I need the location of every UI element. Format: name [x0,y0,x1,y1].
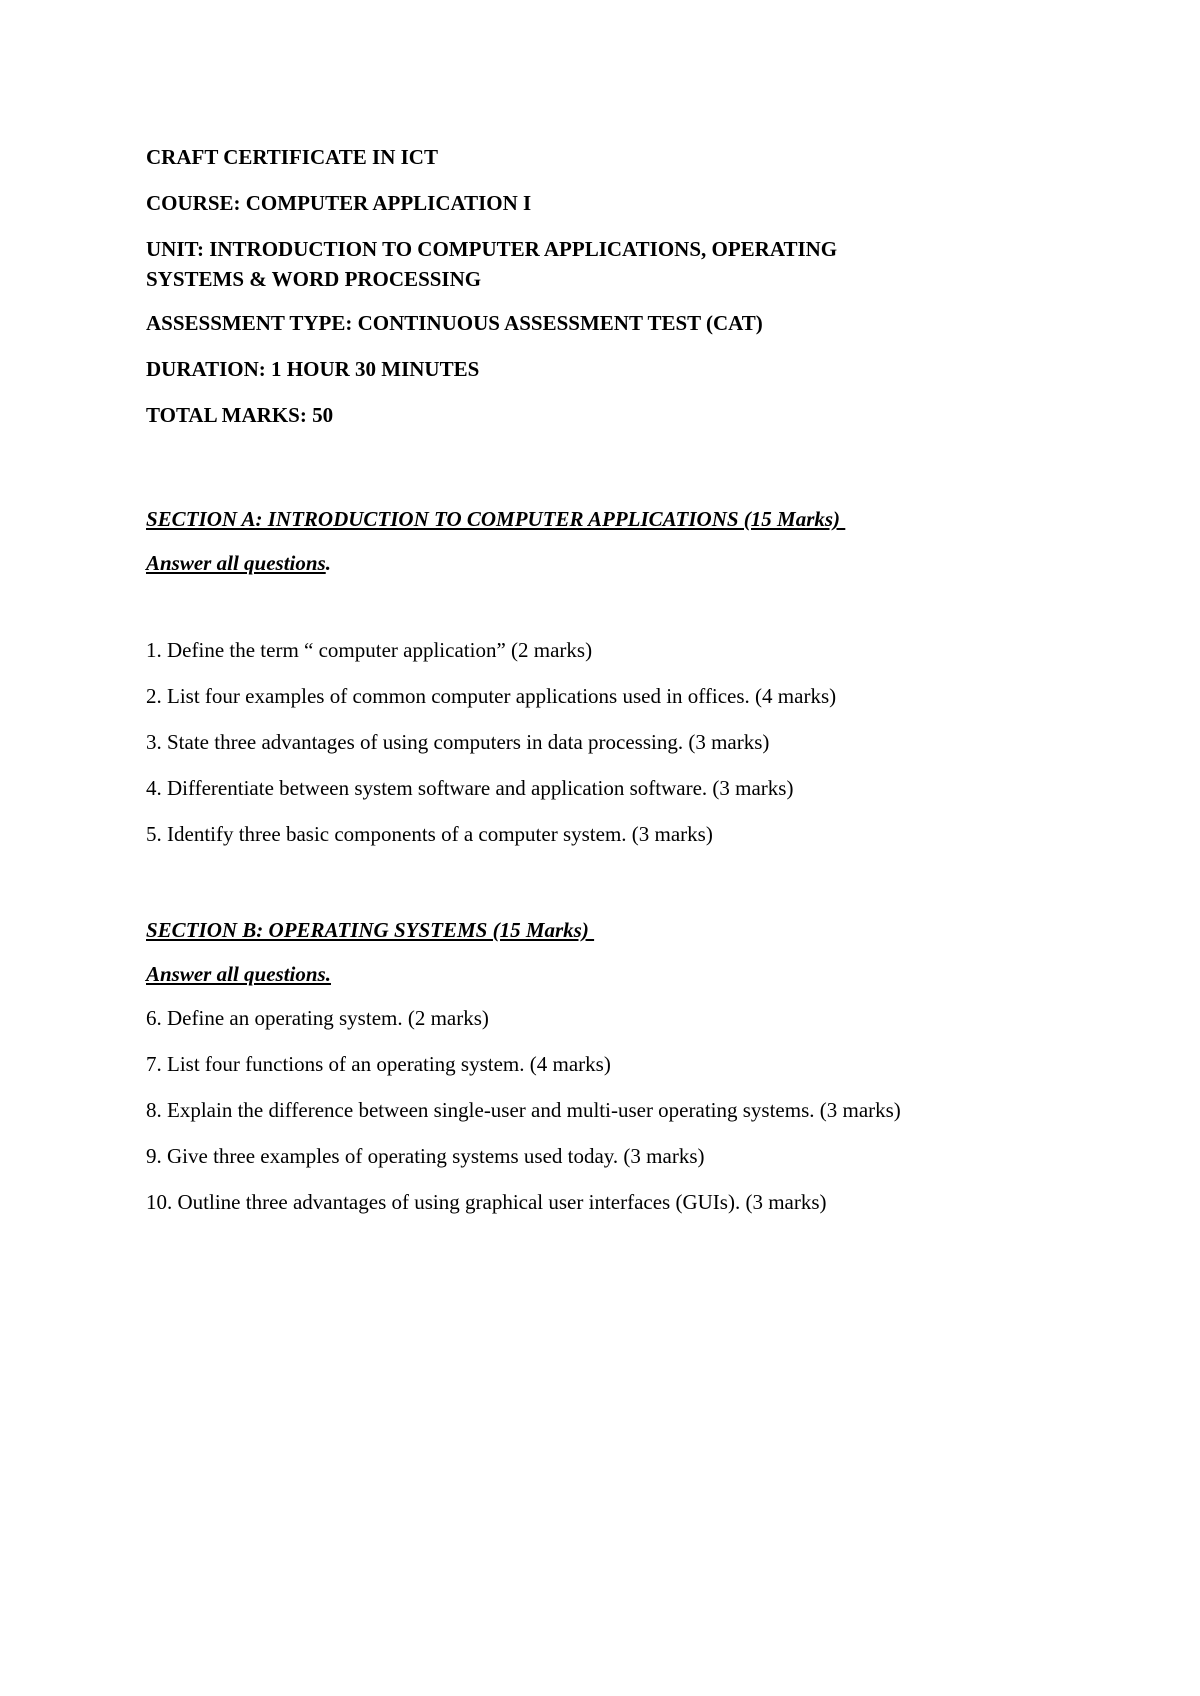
question-4: 4. Differentiate between system software and application software. (3 marks) [146,776,794,800]
question-8: 8. Explain the difference between single-user and multi-user operating systems. (3 marks) [146,1098,901,1122]
section-b [146,915,1046,1217]
duration-line: DURATION: 1 HOUR 30 MINUTES [146,357,480,381]
certificate-title: CRAFT CERTIFICATE IN ICT [146,145,438,169]
section-b-instruction-text: Answer all questions. [146,962,331,986]
unit-line-2: SYSTEMS & WORD PROCESSING [146,267,482,291]
unit-line [146,234,1046,294]
exam-content [146,142,1046,1233]
question-7: 7. List four functions of an operating system. (4 marks) [146,1052,611,1076]
section-b-instruction [146,959,1046,989]
unit-line-1: UNIT: INTRODUCTION TO COMPUTER APPLICATIONS, OPERATING [146,237,838,261]
section-a-instruction-text: Answer all questions [146,551,326,575]
section-a-title: SECTION A: INTRODUCTION TO COMPUTER APPLICATIONS (15 Marks) [146,507,846,531]
section-a [146,504,1046,849]
question-1: 1. Define the term “ computer application” (2 marks) [146,638,593,662]
question-2: 2. List four examples of common computer applications used in offices. (4 marks) [146,684,837,708]
question-6: 6. Define an operating system. (2 marks) [146,1006,489,1030]
question-5: 5. Identify three basic components of a computer system. (3 marks) [146,822,713,846]
total-marks-line: TOTAL MARKS: 50 [146,403,334,427]
section-b-title: SECTION B: OPERATING SYSTEMS (15 Marks) [146,918,595,942]
exam-header [146,142,1046,430]
section-a-instruction-period: . [325,551,331,575]
section-a-instruction [146,548,1046,578]
question-9: 9. Give three examples of operating systems used today. (3 marks) [146,1144,705,1168]
assessment-type-line: ASSESSMENT TYPE: CONTINUOUS ASSESSMENT TEST (CAT) [146,311,763,335]
question-10: 10. Outline three advantages of using graphical user interfaces (GUIs). (3 marks) [146,1190,827,1214]
question-3: 3. State three advantages of using computers in data processing. (3 marks) [146,730,770,754]
course-line: COURSE: COMPUTER APPLICATION I [146,191,532,215]
